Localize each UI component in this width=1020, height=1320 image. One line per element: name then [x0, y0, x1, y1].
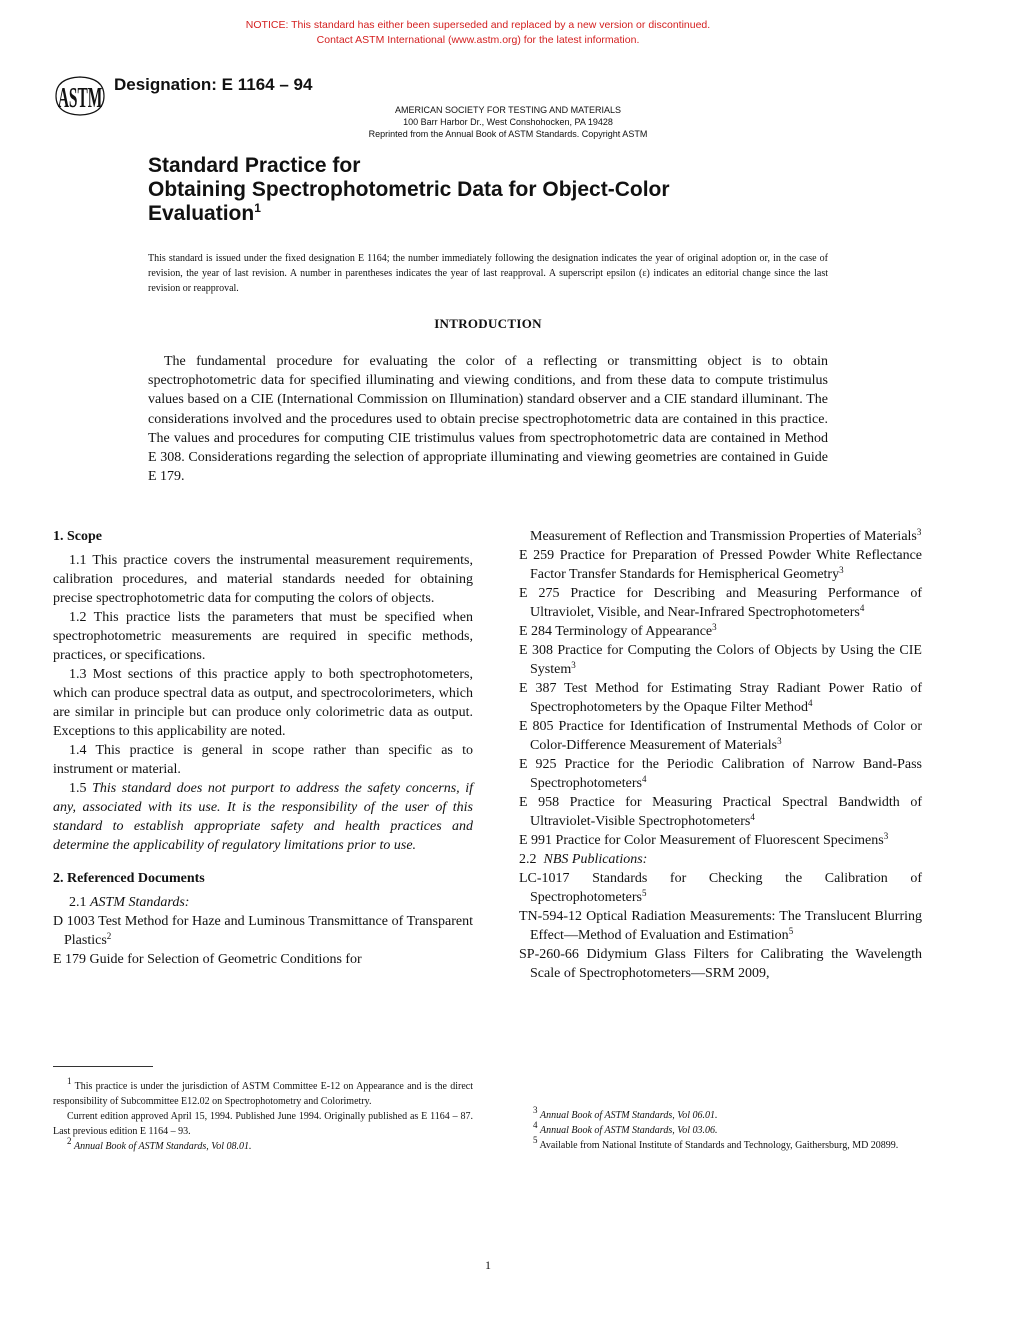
footnote-5 [519, 1135, 922, 1153]
ref-e275-footnote: 4 [859, 603, 865, 613]
ref-lc1017-text: LC-1017 Standards for Checking the Calibration of Spectrophotometers [519, 871, 922, 905]
footnote-1-text: This practice is under the jurisdiction of ASTM Committee E-12 on Appearance and is the direct responsibility of Subcommittee E12.02 on Spectrophotometry and Colorimetry. [53, 1081, 473, 1107]
title-line-2: Obtaining Spectrophotometric Data for Object-Color [148, 178, 670, 201]
introduction-heading: INTRODUCTION [434, 316, 542, 331]
ref-e991-footnote: 3 [883, 831, 889, 841]
footnote-1-mark: 1 [67, 1076, 72, 1086]
supersession-notice [0, 18, 956, 48]
ref-d1003-text: D 1003 Test Method for Haze and Luminous Transmittance of Transparent Plastics [53, 914, 473, 948]
scope-1-2: 1.2 This practice lists the parameters that must be specified when spectrophotometric measurements are required in specific methods, practices, or specifications. [53, 610, 473, 663]
notice-line-1: NOTICE: This standard has either been superseded and replaced by a new version or discontinued. [245, 19, 711, 31]
ref-e259-footnote: 3 [839, 565, 844, 575]
introduction-body: The fundamental procedure for evaluating the color of a reflecting or transmitting object is to obtain spectrophotometric data for specified illuminating and viewing conditions, and from these data to compute tristimulus values based on a CIE (International Commission on Illumination) standard observer and a CIE standard illuminant. The considerations involved and the procedures used to obtain precise spectrophotometric data are contained in this practice. The values and procedures for computing CIE tristimulus values from spectrophotometric data are contained in Method E 308. Considerations regarding the selection of appropriate illuminating and viewing geometries are contained in Guide E 179. [148, 354, 828, 485]
scope-heading: 1. Scope [53, 529, 102, 544]
footnote-2 [53, 1136, 473, 1154]
astm-subsection-number: 2.1 [69, 895, 87, 910]
ref-e925 [519, 755, 922, 793]
ref-e958 [519, 793, 922, 831]
footnote-3-text: Annual Book of ASTM Standards, Vol 06.01. [540, 1110, 718, 1121]
ref-e308-footnote: 3 [571, 660, 576, 670]
ref-tn594 [519, 907, 922, 945]
astm-standards-subheading [53, 893, 473, 912]
footnote-2-mark: 2 [67, 1136, 72, 1146]
ref-e958-footnote: 4 [750, 812, 755, 822]
ref-e805 [519, 717, 922, 755]
scope-1-5-number: 1.5 [69, 781, 87, 796]
footnote-4 [519, 1120, 922, 1138]
svg-text:ASTM: ASTM [57, 82, 103, 114]
footnote-1-edition: Current edition approved April 15, 1994. Published June 1994. Originally published as E 1164 – 87. Last previous edition E 1164 – 93. [53, 1111, 473, 1137]
designation: Designation: E 1164 – 94 [114, 75, 313, 94]
ref-e284-footnote: 3 [712, 622, 717, 632]
astm-logo [52, 74, 108, 118]
footnote-5-text: Available from National Institute of Standards and Technology, Gaithersburg, MD 20899. [539, 1140, 899, 1151]
footnotes-right [519, 1096, 922, 1153]
ref-e179-cont [519, 527, 922, 546]
ref-e284-text: E 284 Terminology of Appearance [519, 624, 713, 639]
ref-lc1017-footnote: 5 [641, 888, 647, 898]
document-title [148, 154, 848, 226]
nbs-subsection-number: 2.2 [519, 852, 537, 867]
ref-e179-start: E 179 Guide for Selection of Geometric Conditions for [53, 952, 362, 967]
ref-tn594-footnote: 5 [788, 926, 794, 936]
publisher-address: 100 Barr Harbor Dr., West Conshohocken, PA 19428 [403, 117, 613, 127]
ref-lc1017 [519, 869, 922, 907]
footnote-3-mark: 3 [533, 1105, 538, 1115]
ref-sp260: SP-260-66 Didymium Glass Filters for Calibrating the Wavelength Scale of Spectrophotometers—SRM 2009, [519, 947, 922, 981]
ref-e259 [519, 546, 922, 584]
ref-e387 [519, 679, 922, 717]
nbs-subheading [519, 850, 922, 869]
right-column [519, 527, 922, 983]
scope-1-1: 1.1 This practice covers the instrumental measurement requirements, calibration procedures, and material standards needed for obtaining precise spectrophotometric data for computing the colors of objects. [53, 553, 473, 606]
ref-e275-text: E 275 Practice for Describing and Measuring Performance of Ultraviolet, Visible, and Near-Infrared Spectrophotometers [519, 586, 922, 620]
footnotes-left [53, 1066, 473, 1154]
ref-e308-text: E 308 Practice for Computing the Colors of Objects by Using the CIE System [519, 643, 922, 677]
footnote-4-mark: 4 [533, 1120, 538, 1130]
scope-1-3: 1.3 Most sections of this practice apply to both spectrophotometers, which can produce spectral data as output, and spectrocolorimeters, which are similar in principle but can produce only colorimetric data as output. Exceptions to this applicability are noted. [53, 667, 473, 739]
ref-e179-footnote: 3 [916, 527, 922, 537]
footnote-4-text: Annual Book of ASTM Standards, Vol 03.06. [540, 1125, 718, 1136]
ref-d1003 [53, 912, 473, 950]
scope-1-4: 1.4 This practice is general in scope rather than specific as to instrument or material. [53, 743, 473, 777]
ref-e308 [519, 641, 922, 679]
ref-e925-footnote: 4 [641, 774, 647, 784]
ref-e805-text: E 805 Practice for Identification of Instrumental Methods of Color or Color-Difference Measurement of Materials [519, 719, 922, 753]
referenced-heading: 2. Referenced Documents [53, 871, 205, 886]
issuance-note: This standard is issued under the fixed designation E 1164; the number immediately following the designation indicates the year of original adoption or, in the case of revision, the year of last revision. A number in parentheses indicates the year of last reapproval. A superscript epsilon (ε) indicates an editorial change since the last revision or reapproval. [148, 253, 828, 294]
scope-1-5 [53, 779, 473, 855]
ref-e259-text: E 259 Practice for Preparation of Pressed Powder White Reflectance Factor Transfer Standards for Hemispherical Geometry [519, 548, 922, 582]
title-line-3-text: Evaluation [148, 202, 255, 225]
ref-e958-text: E 958 Practice for Measuring Practical Spectral Bandwidth of Ultraviolet-Visible Spectrophotometers [519, 795, 922, 829]
title-line-1: Standard Practice for [148, 154, 361, 177]
ref-e991-text: E 991 Practice for Color Measurement of Fluorescent Specimens [519, 833, 884, 848]
footnote-2-text: Annual Book of ASTM Standards, Vol 08.01. [74, 1141, 252, 1152]
ref-e991 [519, 831, 922, 850]
safety-caveat: This standard does not purport to address the safety concerns, if any, associated with its use. It is the responsibility of the user of this standard to establish appropriate safety and health practices and determine the applicability of regulatory limitations prior to use. [53, 781, 474, 853]
ref-e387-footnote: 4 [808, 698, 813, 708]
footnote-3 [519, 1105, 922, 1123]
astm-subsection-label: ASTM Standards: [90, 895, 190, 910]
ref-d1003-footnote: 2 [106, 931, 112, 941]
title-footnote-mark: 1 [254, 201, 261, 215]
publisher-block [330, 104, 686, 140]
publisher-name: AMERICAN SOCIETY FOR TESTING AND MATERIALS [394, 105, 622, 115]
ref-e925-text: E 925 Practice for the Periodic Calibration of Narrow Band-Pass Spectrophotometers [519, 757, 922, 791]
left-column [53, 527, 473, 969]
nbs-subsection-label: NBS Publications: [543, 852, 648, 867]
ref-e275 [519, 584, 922, 622]
footnote-1 [53, 1076, 473, 1109]
reprint-note: Reprinted from the Annual Book of ASTM Standards. Copyright ASTM [368, 129, 648, 139]
ref-e805-footnote: 3 [777, 736, 782, 746]
ref-e387-text: E 387 Test Method for Estimating Stray Radiant Power Ratio of Spectrophotometers by the Opaque Filter Method [519, 681, 922, 715]
notice-line-2: Contact ASTM International (www.astm.org) for the latest information. [316, 34, 640, 46]
ref-e284 [519, 622, 922, 641]
title-line-3 [148, 202, 848, 226]
page-number: 1 [485, 1258, 491, 1272]
ref-e179-cont-text: Measurement of Reflection and Transmission Properties of Materials [530, 529, 917, 544]
footnote-5-mark: 5 [533, 1135, 538, 1145]
ref-tn594-text: TN-594-12 Optical Radiation Measurements: The Translucent Blurring Effect—Method of Evaluation and Estimation [519, 909, 922, 943]
